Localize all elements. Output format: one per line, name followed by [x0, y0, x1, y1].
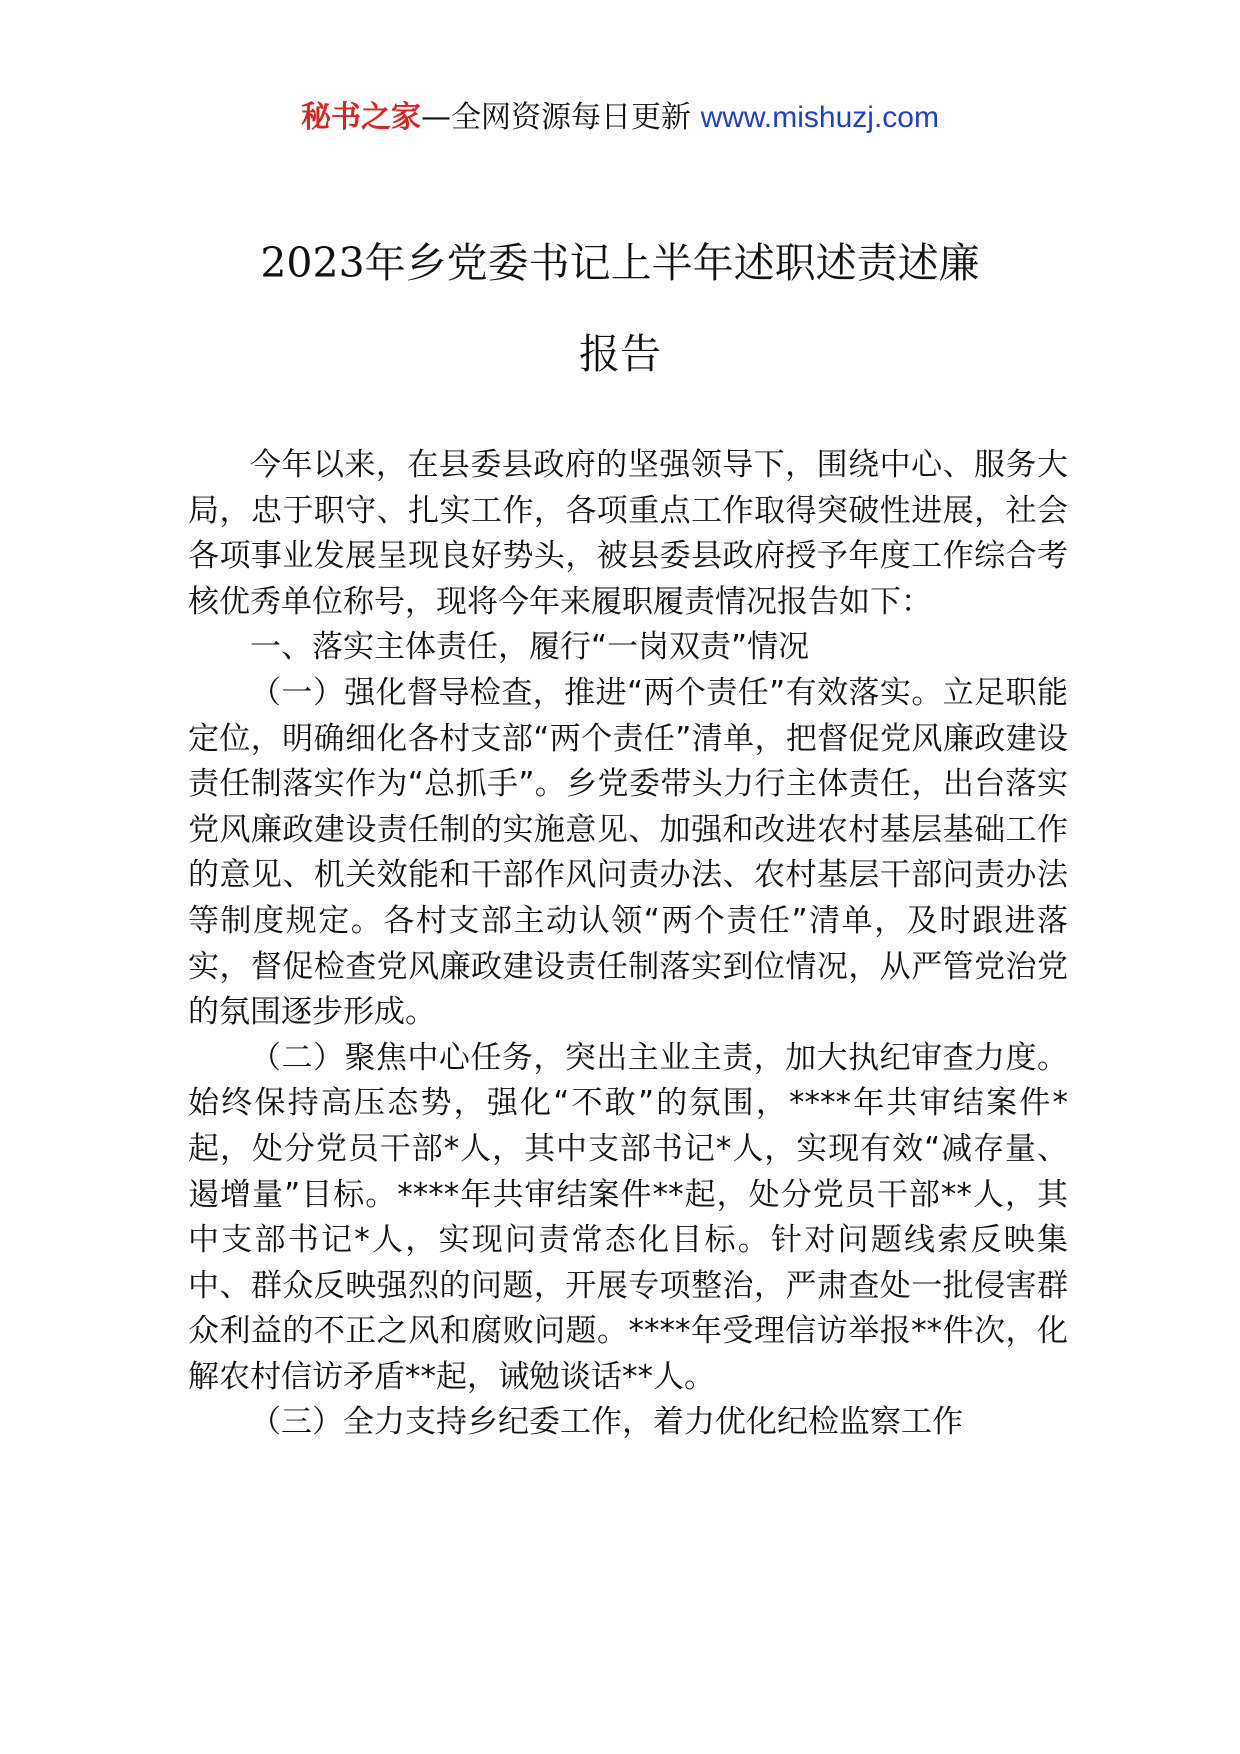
document-body: [188, 443, 1068, 1446]
document-title-line-2: 报告: [579, 330, 661, 378]
intro-paragraph: 今年以来，在县委县政府的坚强领导下，围绕中心、服务大局，忠于职守、扎实工作，各项重点工作取得突破性进展，社会各项事业发展呈现良好势头，被县委县政府授予年度工作综合考核优秀单位称号，现将今年来履职履责情况报告如下：: [188, 447, 1068, 620]
banner-slogan: —全网资源每日更新: [421, 100, 692, 135]
brand-name: 秘书之家: [301, 100, 422, 135]
site-banner: [0, 98, 1240, 138]
document-title-line-1: 2023年乡党委书记上半年述职述责述廉: [260, 239, 980, 287]
site-url-link[interactable]: www.mishuzj.com: [700, 101, 939, 134]
section-heading-1: 一、落实主体责任，履行“一岗双责”情况: [250, 629, 810, 666]
subsection-paragraph-1: （一）强化督导检查，推进“两个责任”有效落实。立足职能定位，明确细化各村支部“两个责任”清单，把督促党风廉政建设责任制落实作为“总抓手”。乡党委带头力行主体责任，出台落实党风廉政建设责任制的实施意见、加强和改进农村基层基础工作的意见、机关效能和干部作风问责办法、农村基层干部问责办法等制度规定。各村支部主动认领“两个责任”清单，及时跟进落实，督促检查党风廉政建设责任制落实到位情况，从严管党治党的氛围逐步形成。: [188, 674, 1068, 1031]
subsection-paragraph-2: （二）聚焦中心任务，突出主业主责，加大执纪审查力度。始终保持高压态势，强化“不敢”的氛围，****年共审结案件*起，处分党员干部*人，其中支部书记*人，实现有效“减存量、遏增量”目标。****年共审结案件**起，处分党员干部**人，其中支部书记*人，实现问责常态化目标。针对问题线索反映集中、群众反映强烈的问题，开展专项整治，严肃查处一批侵害群众利益的不正之风和腐败问题。****年受理信访举报**件次，化解农村信访矛盾**起，诫勉谈话**人。: [188, 1039, 1068, 1395]
subsection-paragraph-3: （三）全力支持乡纪委工作，着力优化纪检监察工作: [250, 1404, 963, 1441]
